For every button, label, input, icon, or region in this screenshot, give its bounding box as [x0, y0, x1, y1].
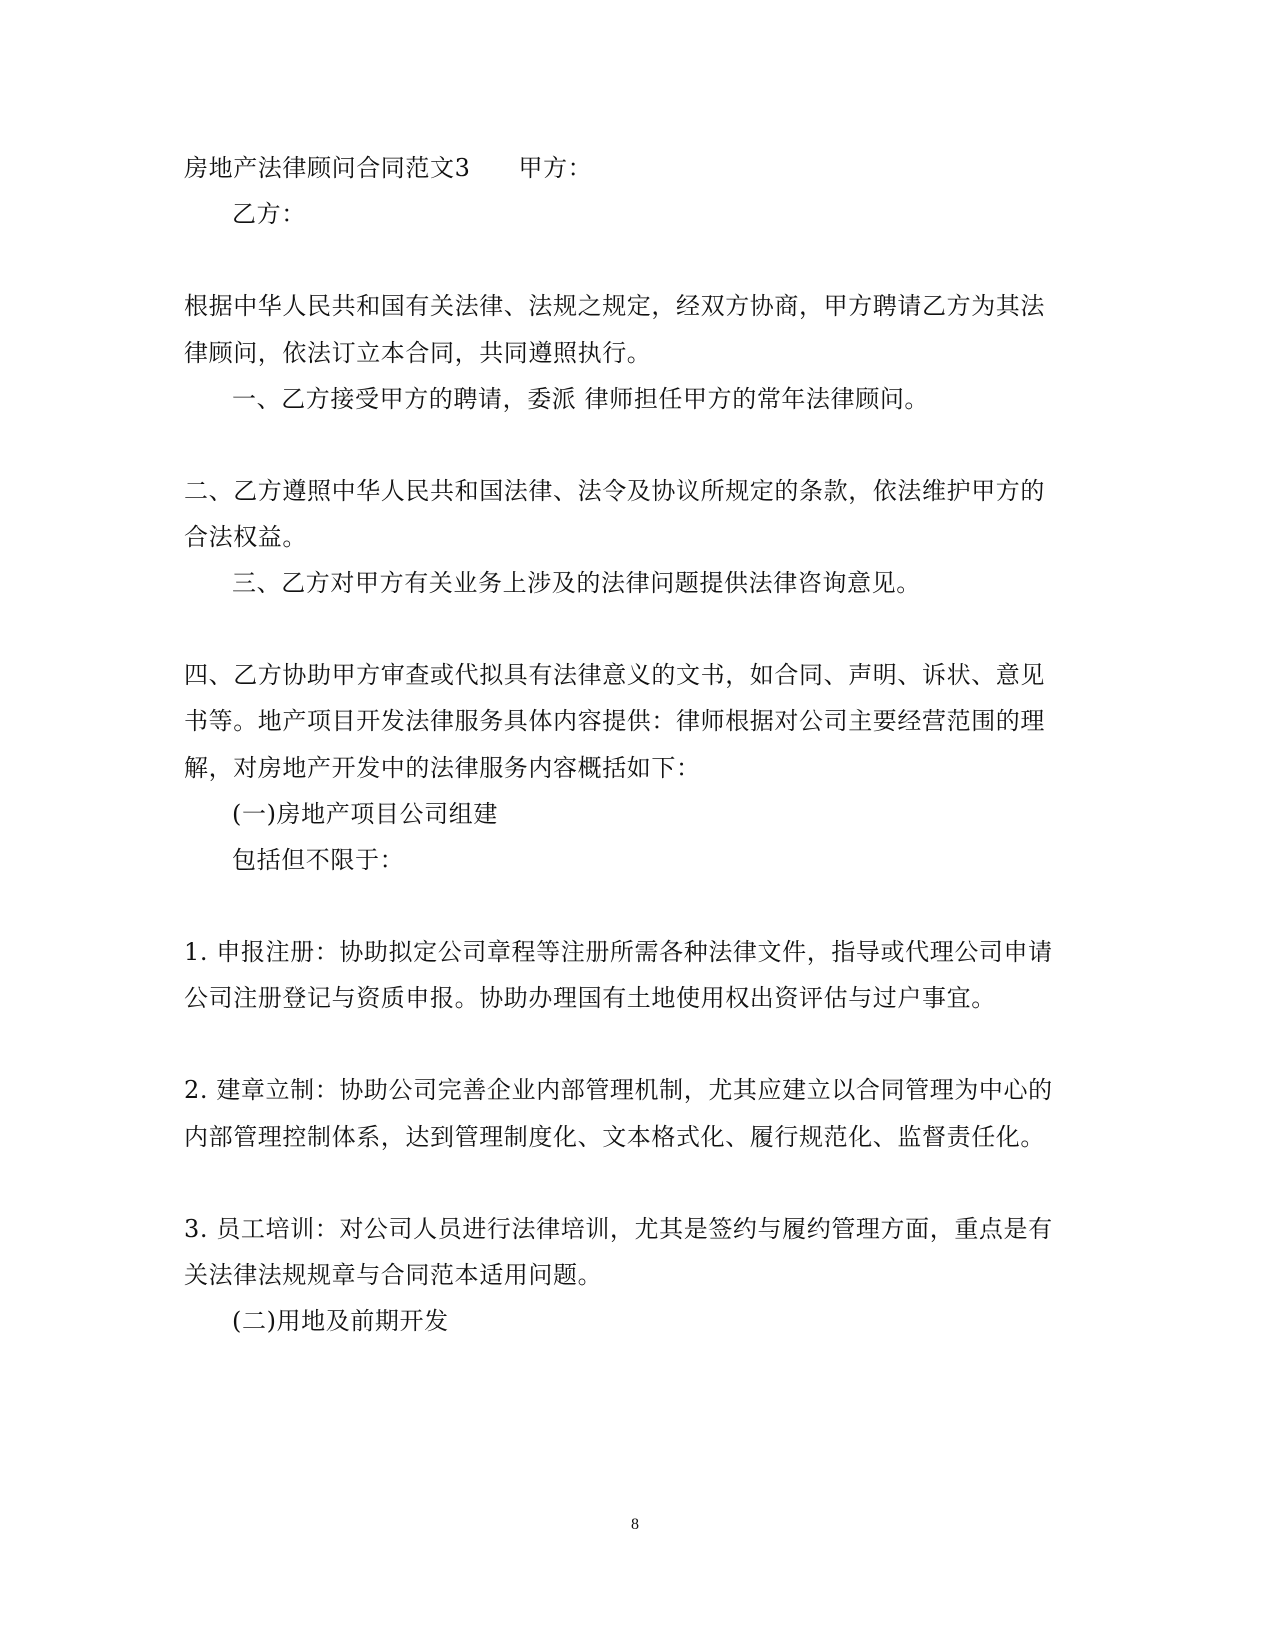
list-item-line: 关法律法规规章与合同范本适用问题。	[184, 1261, 603, 1289]
section-heading: (二)用地及前期开发	[232, 1307, 449, 1335]
list-item-line: 公司注册登记与资质申报。协助办理国有土地使用权出资评估与过户事宜。	[184, 984, 996, 1012]
paragraph-line: 合法权益。	[184, 523, 307, 551]
title-row	[184, 153, 592, 183]
paragraph-line: 解，对房地产开发中的法律服务内容概括如下：	[184, 754, 701, 782]
paragraph-line: 一、乙方接受甲方的聘请，委派 律师担任甲方的常年法律顾问。	[232, 385, 930, 413]
list-item-line: 3. 员工培训：对公司人员进行法律培训，尤其是签约与履约管理方面，重点是有	[184, 1215, 1053, 1243]
paragraph-line: 根据中华人民共和国有关法律、法规之规定，经双方协商，甲方聘请乙方为其法	[184, 292, 1045, 320]
page-number: 8	[631, 1516, 639, 1533]
document-title: 房地产法律顾问合同范文3	[184, 154, 471, 182]
paragraph-line: 律顾问，依法订立本合同，共同遵照执行。	[184, 339, 652, 367]
section-heading: (一)房地产项目公司组建	[232, 800, 498, 828]
party-a-label: 甲方：	[518, 154, 593, 182]
list-item-line: 2. 建章立制：协助公司完善企业内部管理机制，尤其应建立以合同管理为中心的	[184, 1076, 1053, 1104]
party-b-label: 乙方：	[232, 200, 306, 228]
paragraph-line: 书等。地产项目开发法律服务具体内容提供：律师根据对公司主要经营范围的理	[184, 707, 1045, 735]
paragraph-line: 四、乙方协助甲方审查或代拟具有法律意义的文书，如合同、声明、诉状、意见	[184, 661, 1045, 689]
paragraph-line: 三、乙方对甲方有关业务上涉及的法律问题提供法律咨询意见。	[232, 569, 921, 597]
list-item-line: 内部管理控制体系，达到管理制度化、文本格式化、履行规范化、监督责任化。	[184, 1123, 1045, 1151]
paragraph-line: 二、乙方遵照中华人民共和国法律、法令及协议所规定的条款，依法维护甲方的	[184, 477, 1045, 505]
list-item-line: 1. 申报注册：协助拟定公司章程等注册所需各种法律文件，指导或代理公司申请	[184, 938, 1053, 966]
paragraph-line: 包括但不限于：	[232, 846, 405, 874]
